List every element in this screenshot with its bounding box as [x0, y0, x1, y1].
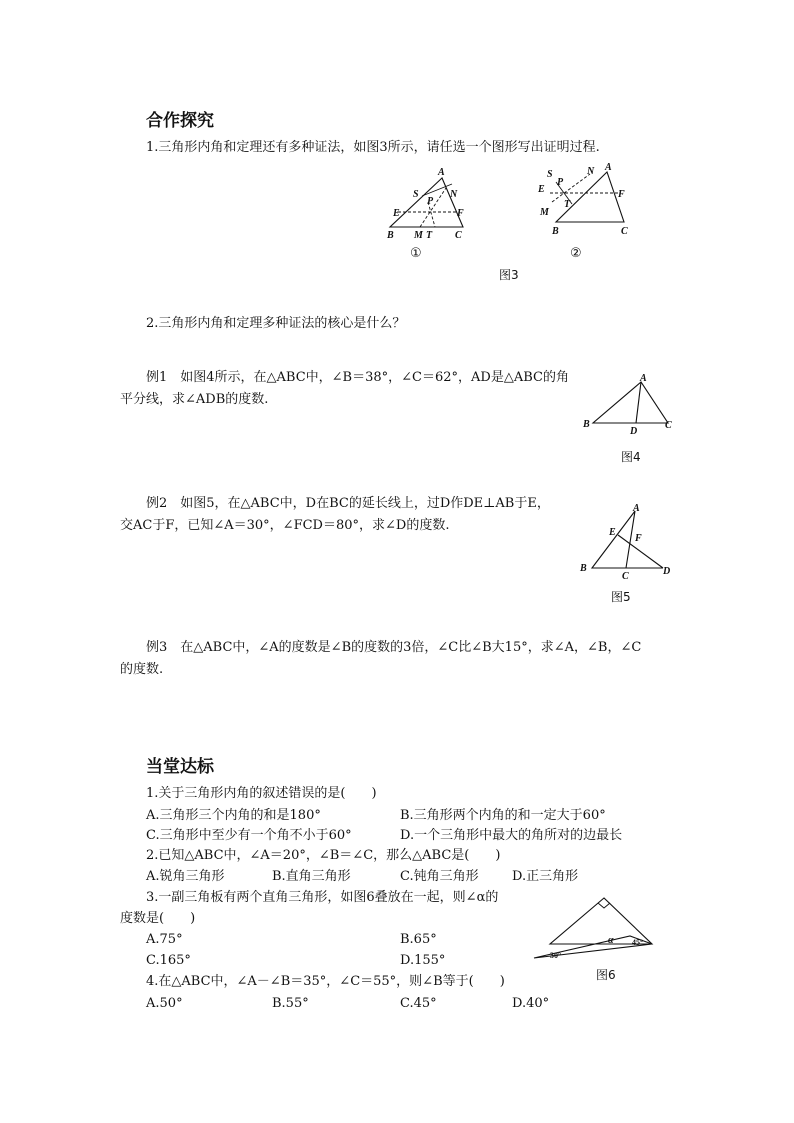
- fig3-right-label-n: N: [587, 166, 595, 177]
- fig3-left-label-n: N: [450, 189, 458, 200]
- fig6-label-30: 30°: [550, 951, 562, 960]
- fig3-left-label-s: S: [413, 189, 419, 200]
- fig3-sub-label-1: ①: [410, 246, 422, 261]
- figure-4-caption: 图4: [621, 450, 641, 464]
- fig6-right-angle-mark: [598, 903, 610, 908]
- quiz-2-option-a: A.锐角三角形: [146, 869, 225, 884]
- fig6-label-45: 45°: [632, 938, 644, 947]
- fig3-left-dashed-mp: [420, 188, 446, 227]
- fig3-left-label-b: B: [387, 230, 394, 241]
- fig5-triangle: [592, 511, 635, 568]
- figure-4: [578, 372, 678, 437]
- quiz-3-option-a: A.75°: [146, 932, 183, 947]
- quiz-1-option-a: A.三角形三个内角的和是180°: [146, 808, 321, 823]
- figure-3-caption: 图3: [499, 268, 519, 282]
- quiz-4-option-a: A.50°: [146, 996, 183, 1011]
- example-2-line-1: 例2 如图5，在△ABC中，D在BC的延长线上，过D作DE⊥AB于E，: [146, 496, 550, 511]
- quiz-2-option-b: B.直角三角形: [272, 869, 351, 884]
- fig5-label-d: D: [663, 566, 671, 577]
- quiz-3-option-b: B.65°: [400, 932, 437, 947]
- fig4-label-d: D: [630, 426, 638, 437]
- fig3-right-label-c: C: [621, 226, 628, 237]
- quiz-1-option-b: B.三角形两个内角的和一定大于60°: [400, 808, 606, 823]
- fig3-left-label-p: P: [427, 196, 434, 207]
- fig3-right-label-t: T: [564, 199, 571, 210]
- fig5-label-a: A: [633, 503, 640, 514]
- fig3-right-label-f: F: [618, 189, 625, 200]
- fig3-left-label-c: C: [455, 230, 462, 241]
- fig4-label-b: B: [583, 419, 590, 430]
- fig3-right-label-m: M: [540, 207, 549, 218]
- fig5-label-c: C: [622, 571, 629, 582]
- example-3-line-2: 的度数.: [120, 662, 164, 677]
- figure-5: [575, 498, 680, 583]
- question-2-text: 2.三角形内角和定理多种证法的核心是什么？: [146, 316, 406, 331]
- quiz-2-stem: 2.已知△ABC中，∠A＝20°，∠B＝∠C，那么△ABC是( ): [146, 848, 501, 863]
- fig3-right-label-e: E: [538, 184, 545, 195]
- fig3-right-label-p: P: [557, 177, 564, 188]
- quiz-4-option-c: C.45°: [400, 996, 437, 1011]
- section-title-in-class-check: 当堂达标: [146, 757, 214, 777]
- quiz-4-option-b: B.55°: [272, 996, 309, 1011]
- fig5-label-e: E: [609, 527, 616, 538]
- quiz-3-stem-line-1: 3.一副三角板有两个直角三角形，如图6叠放在一起，则∠α的: [146, 890, 499, 905]
- figure-5-caption: 图5: [611, 590, 631, 604]
- fig6-label-alpha: α: [608, 935, 614, 946]
- fig3-left-label-t: T: [426, 230, 433, 241]
- fig3-left-label-a: A: [438, 167, 445, 178]
- quiz-1-stem: 1.关于三角形内角的叙述错误的是( ): [146, 786, 377, 801]
- figure-6: [528, 892, 660, 970]
- fig5-label-b: B: [580, 563, 587, 574]
- example-1-line-1: 例1 如图4所示，在△ABC中，∠B＝38°，∠C＝62°，AD是△ABC的角: [146, 370, 569, 385]
- quiz-1-option-d: D.一个三角形中最大的角所对的边最长: [400, 828, 623, 843]
- quiz-2-option-c: C.钝角三角形: [400, 869, 479, 884]
- fig3-right-label-a: A: [605, 162, 612, 173]
- fig3-left-label-e: E: [393, 208, 400, 219]
- quiz-4-stem: 4.在△ABC中，∠A－∠B＝35°，∠C＝55°，则∠B等于( ): [146, 974, 505, 989]
- question-1-text: 1.三角形内角和定理还有多种证法，如图3所示，请任选一个图形写出证明过程.: [146, 140, 600, 155]
- example-2-line-2: 交AC于F，已知∠A＝30°，∠FCD＝80°，求∠D的度数.: [120, 518, 450, 533]
- fig3-left-label-f: F: [457, 208, 464, 219]
- quiz-1-option-c: C.三角形中至少有一个角不小于60°: [146, 828, 352, 843]
- quiz-3-option-c: C.165°: [146, 953, 191, 968]
- quiz-3-option-d: D.155°: [400, 953, 446, 968]
- fig4-label-c: C: [665, 420, 672, 431]
- figure-6-caption: 图6: [596, 968, 616, 982]
- section-title-cooperative-inquiry: 合作探究: [146, 111, 214, 131]
- fig5-label-f: F: [635, 533, 642, 544]
- fig3-right-label-b: B: [552, 226, 559, 237]
- fig3-right-label-s: S: [547, 169, 553, 180]
- fig3-right-triangle: [556, 172, 624, 222]
- fig3-sub-label-2: ②: [570, 246, 582, 261]
- fig4-bisector-ad: [636, 382, 641, 423]
- fig3-left-label-m: M: [414, 230, 423, 241]
- example-3-line-1: 例3 在△ABC中，∠A的度数是∠B的度数的3倍，∠C比∠B大15°，求∠A，∠B，∠C: [146, 640, 642, 655]
- fig4-triangle: [593, 382, 668, 423]
- quiz-3-stem-line-2: 度数是( ): [120, 911, 196, 926]
- quiz-4-option-d: D.40°: [512, 996, 550, 1011]
- quiz-2-option-d: D.正三角形: [512, 869, 579, 884]
- fig4-label-a: A: [640, 373, 647, 384]
- example-1-line-2: 平分线，求∠ADB的度数.: [120, 392, 269, 407]
